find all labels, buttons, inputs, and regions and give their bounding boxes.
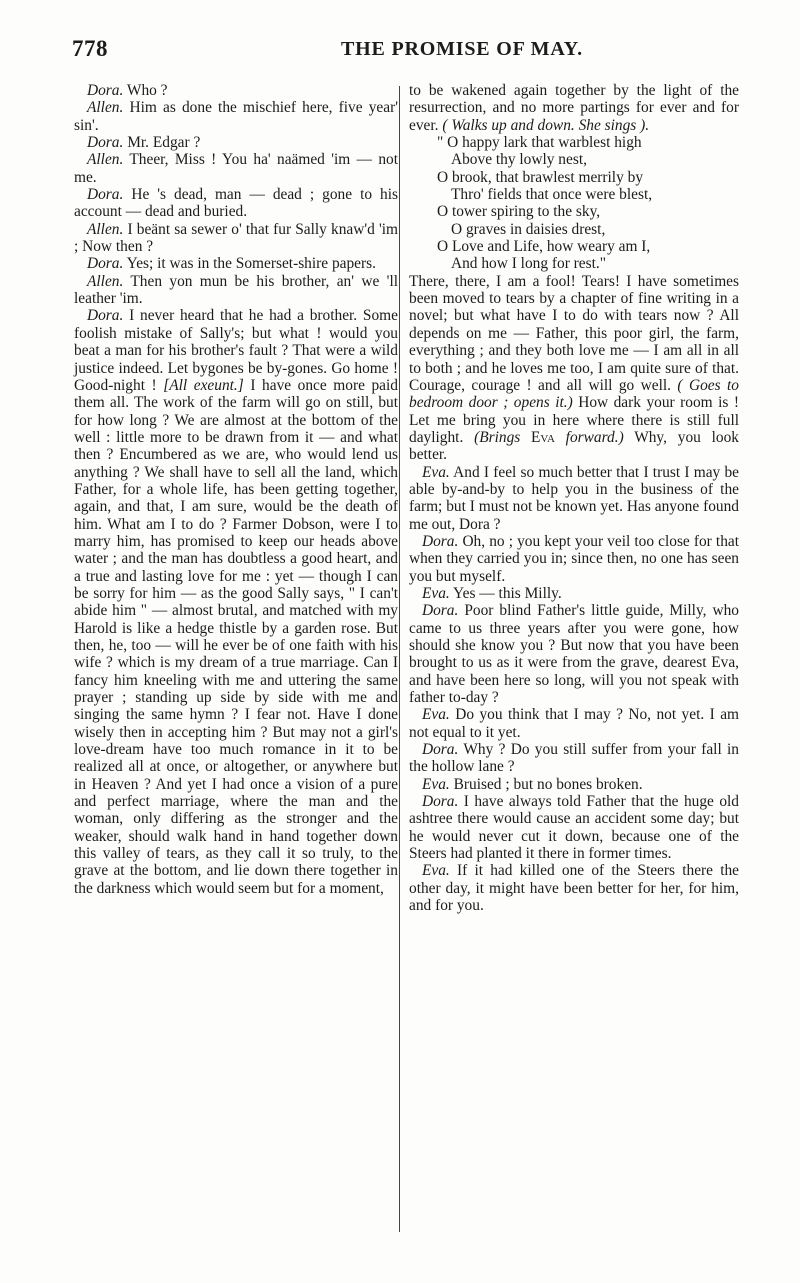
dialogue-line xyxy=(74,99,398,134)
dialogue-line xyxy=(74,255,398,272)
dialogue-line xyxy=(74,82,398,99)
stage-direction: [All exeunt.] xyxy=(163,376,244,394)
dialogue-line xyxy=(74,134,398,151)
dialogue-text: I have once more paid them all. The work of the farm will go on still, but for how long ? We are almost at the bottom of the well : little more to be drawn from it — and what then ? Encumbered as we are, who would lend us anything ? We shall have to sell all the land, which Father, for a whole life, has been getting together, again, and that, I am sure, would be the death of him. What am I to do ? Farmer Dobson, were I to marry him, has promised to keep our heads above water ; and the man has doubtless a good heart, and a true and lasting love for me : yet — though I can be sorry for him — as the good Sally says, " I can't abide him " — almost brutal, and matched with my Harold is like a hedge thistle by a garden rose. But then, he, too — will he ever be of one faith with his wife ? which is my dream of a true marriage. Can I fancy him kneeling with me and uttering the same prayer ; standing up side by side with me and singing the same hymn ? I fear not. Have I done wisely then in accepting him ? But may not a girl's love-dream have too much romance in it to be realized all at once, or altogether, or anywhere but in Heaven ? And yet I had once a vision of a pure and perfect marriage, where the man and the woman, only differing as the stronger and the weaker, should walk hand in hand together down this valley of tears, as they call it so truly, to the grave at the bottom, and lie down there together in the darkness which would seem but for a moment, xyxy=(74,376,398,897)
dialogue-line xyxy=(409,602,739,706)
dialogue-text: Theer, Miss ! You ha' naämed 'im — not me. xyxy=(74,151,398,186)
speaker-name: Eva. xyxy=(422,862,450,880)
verse-line: O graves in daisies drest, xyxy=(451,220,606,238)
speaker-name: Dora. xyxy=(87,82,124,99)
dialogue-text: Yes; it was in the Somerset-shire papers. xyxy=(123,255,376,273)
dialogue-line xyxy=(74,151,398,186)
page-number: 778 xyxy=(72,36,108,61)
stage-direction: forward.) xyxy=(554,428,624,446)
dialogue-text: There, there, I am a fool! Tears! I have sometimes been moved to tears by a chapter of fine writing in a novel; but what have I to do with tears now ? All depends on me — Father, this poor girl, the farm, everything ; and they both love me — I am all in all to both ; and he loves me too, I am quite sure of that. Courage, courage ! and all will go well. xyxy=(409,272,739,394)
verse-line: Thro' fields that once were blest, xyxy=(451,186,653,204)
verse-line: O tower spiring to the sky, xyxy=(437,203,601,221)
dialogue-line xyxy=(409,776,739,793)
dialogue-text: Do you think that I may ? No, not yet. I am not equal to it yet. xyxy=(409,706,739,741)
dialogue-text: Mr. Edgar ? xyxy=(123,134,201,152)
dialogue-text: Yes — this Milly. xyxy=(449,584,562,602)
dialogue-line xyxy=(409,464,739,533)
dialogue-line xyxy=(409,862,739,914)
speaker-name: Allen. xyxy=(87,220,124,238)
dialogue-text: Oh, no ; you kept your veil too close for that when they carried you in; since then, no one has seen you but myself. xyxy=(409,532,739,585)
speaker-name: Dora. xyxy=(422,532,459,550)
speaker-name: Allen. xyxy=(87,272,124,290)
running-title: THE PROMISE OF MAY. xyxy=(341,38,583,60)
dialogue-text: to be wakened again together by the light of the resurrection, and no more partings for ever and for ever. xyxy=(409,82,739,134)
dialogue-line xyxy=(409,585,739,602)
left-column xyxy=(74,82,398,897)
dialogue-text: Poor blind Father's little guide, Milly, who came to us three years after you were gone, how should she know you ? But now that you have been brought to us as it were from the grave, dearest Eva, and have been here so long, will you not speak with father to-day ? xyxy=(409,602,739,707)
dialogue-text: If it had killed one of the Steers there the other day, it might have been better for her, for him, and for you. xyxy=(409,862,739,915)
dialogue-text: I have always told Father that the huge old ashtree there would cause an accident some day; but he would never cut it down, because one of the Steers had planted it there in former times. xyxy=(409,793,739,863)
song-verse xyxy=(409,134,739,273)
dialogue-line xyxy=(74,221,398,256)
dialogue-text: And I feel so much better that I trust I may be able by-and-by to help you in the business of the farm; but I must not be known yet. Has anyone found me out, Dora ? xyxy=(409,463,739,533)
speaker-name: Eva. xyxy=(422,584,450,602)
page-header xyxy=(72,36,752,70)
dialogue-text: Who ? xyxy=(123,82,168,99)
stage-direction: (Brings xyxy=(474,428,532,446)
speaker-name: Eva. xyxy=(422,775,450,793)
stage-direction: ( Walks up and down. She sings ). xyxy=(442,116,650,134)
speaker-name: Allen. xyxy=(87,99,124,117)
dialogue-text: Why ? Do you still suffer from your fall in the hollow lane ? xyxy=(409,741,739,776)
dialogue-line xyxy=(409,706,739,741)
speaker-name: Dora. xyxy=(87,307,124,325)
stage-direction-name: Eva xyxy=(531,428,555,446)
verse-line: O brook, that brawlest merrily by xyxy=(437,168,644,186)
right-column xyxy=(409,82,739,915)
dialogue-text: He 's dead, man — dead ; gone to his account — dead and buried. xyxy=(74,186,398,221)
speaker-name: Dora. xyxy=(422,741,459,759)
dialogue-text: Then yon mun be his brother, an' we 'll leather 'im. xyxy=(74,272,398,308)
dialogue-line xyxy=(409,741,739,776)
verse-line: O Love and Life, how weary am I, xyxy=(437,238,651,256)
speaker-name: Dora. xyxy=(87,134,124,152)
dialogue-text: Bruised ; but no bones broken. xyxy=(449,775,643,793)
speaker-name: Eva. xyxy=(422,706,450,724)
dialogue-line xyxy=(409,533,739,585)
dialogue-text: Why, you look better. xyxy=(409,428,739,464)
monologue-paragraph xyxy=(409,273,739,464)
dialogue-text: Him as done the mischief here, five year' sin'. xyxy=(74,99,398,134)
speaker-name: Dora. xyxy=(422,793,459,811)
dialogue-line xyxy=(74,186,398,221)
column-divider xyxy=(399,86,400,1232)
monologue-continuation xyxy=(409,82,739,134)
stage-direction: ( Goes to bedroom door ; opens it.) xyxy=(409,376,739,412)
dialogue-text: I never heard that he had a brother. Some foolish mistake of Sally's; but what ! would you beat a man for his brother's fault ? That were a wild justice indeed. Let bygones be by-gones. Go home ! Good-night ! xyxy=(74,307,398,394)
speaker-name: Dora. xyxy=(87,186,124,204)
dialogue-text: I beänt sa sewer o' that fur Sally knaw'd 'im ; Now then ? xyxy=(74,220,398,256)
speaker-name: Dora. xyxy=(422,602,459,620)
dialogue-line xyxy=(74,307,398,897)
dialogue-line xyxy=(409,793,739,862)
verse-line: " O happy lark that warblest high xyxy=(437,134,642,152)
dialogue-line xyxy=(74,273,398,308)
speaker-name: Eva. xyxy=(422,463,450,481)
dialogue-text: How dark your room is ! Let me bring you in here where there is still full daylight. xyxy=(409,394,739,446)
speaker-name: Dora. xyxy=(87,255,124,273)
verse-line: And how I long for rest." xyxy=(451,255,607,273)
speaker-name: Allen. xyxy=(87,151,124,169)
verse-line: Above thy lowly nest, xyxy=(451,151,587,169)
